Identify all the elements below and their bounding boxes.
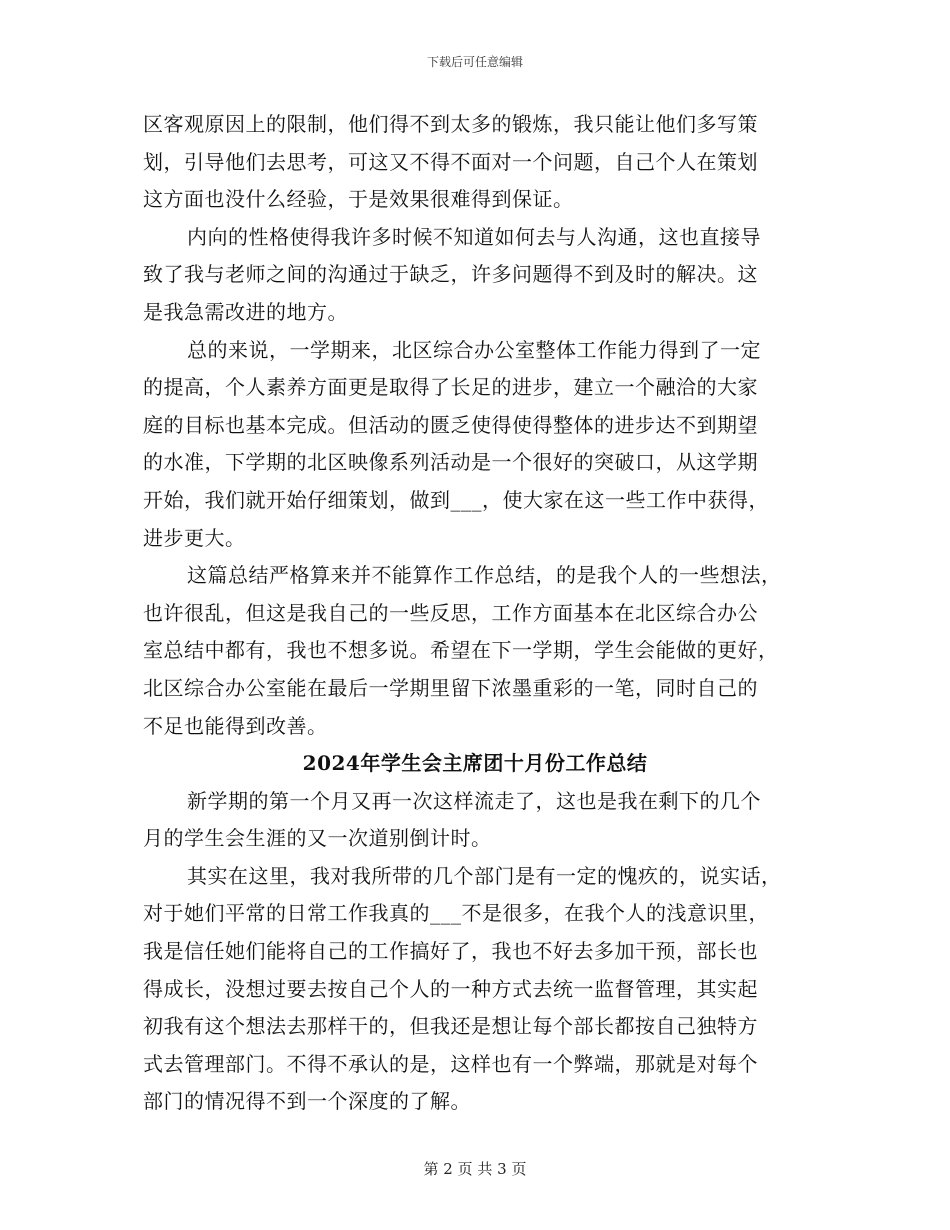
text-line: 月的学生会生涯的又一次道别倒计时。: [143, 826, 492, 851]
section-heading: 2024年学生会主席团十月份工作总结: [302, 751, 648, 776]
page-footer: 第 2 页 共 3 页: [423, 1160, 527, 1178]
text-line: 部门的情况得不到一个深度的了解。: [143, 1089, 471, 1114]
text-line: 对于她们平常的日常工作我真的___不是很多，在我个人的浅意识里，: [143, 901, 769, 926]
text-line: 是我急需改进的地方。: [143, 299, 348, 324]
text-line: 得成长，没想过要去按自己个人的一种方式去统一监督管理，其实起: [143, 976, 758, 1001]
text-line: 开始，我们就开始仔细策划，做到___，使大家在这一些工作中获得，: [143, 487, 769, 512]
text-line: 进步更大。: [143, 525, 246, 550]
text-line: 总的来说，一学期来，北区综合办公室整体工作能力得到了一定: [187, 337, 761, 362]
text-line: 的水准，下学期的北区映像系列活动是一个很好的突破口，从这学期: [143, 450, 758, 475]
text-line: 不足也能得到改善。: [143, 713, 328, 738]
text-line: 这篇总结严格算来并不能算作工作总结，的是我个人的一些想法，: [187, 563, 782, 588]
text-line: 划，引导他们去思考，可这又不得不面对一个问题，自己个人在策划: [143, 149, 758, 174]
text-line: 致了我与老师之间的沟通过于缺乏，许多问题得不到及时的解决。这: [143, 262, 758, 287]
text-line: 内向的性格使得我许多时候不知道如何去与人沟通，这也直接导: [187, 224, 761, 249]
page-header: 下载后可任意编辑: [426, 55, 523, 69]
text-line: 初我有这个想法去那样干的，但我还是想让每个部长都按自己独特方: [143, 1014, 758, 1039]
document-body: [143, 106, 807, 1121]
text-line: 我是信任她们能将自己的工作搞好了，我也不好去多加干预，部长也: [143, 939, 758, 964]
text-line: 庭的目标也基本完成。但活动的匮乏使得使得整体的进步达不到期望: [143, 412, 758, 437]
text-line: 这方面也没什么经验，于是效果很难得到保证。: [143, 187, 574, 212]
text-line: 的提高，个人素养方面更是取得了长足的进步，建立一个融洽的大家: [143, 375, 758, 400]
text-line: 其实在这里，我对我所带的几个部门是有一定的愧疚的，说实话，: [187, 863, 782, 888]
text-line: 室总结中都有，我也不想多说。希望在下一学期，学生会能做的更好，: [143, 638, 779, 663]
text-line: 新学期的第一个月又再一次这样流走了，这也是我在剩下的几个: [187, 788, 761, 813]
text-line: 也许很乱，但这是我自己的一些反思，工作方面基本在北区综合办公: [143, 600, 758, 625]
text-line: 北区综合办公室能在最后一学期里留下浓墨重彩的一笔，同时自己的: [143, 675, 758, 700]
text-line: 式去管理部门。不得不承认的是，这样也有一个弊端，那就是对每个: [143, 1051, 758, 1076]
text-line: 区客观原因上的限制，他们得不到太多的锻炼，我只能让他们多写策: [143, 112, 758, 136]
